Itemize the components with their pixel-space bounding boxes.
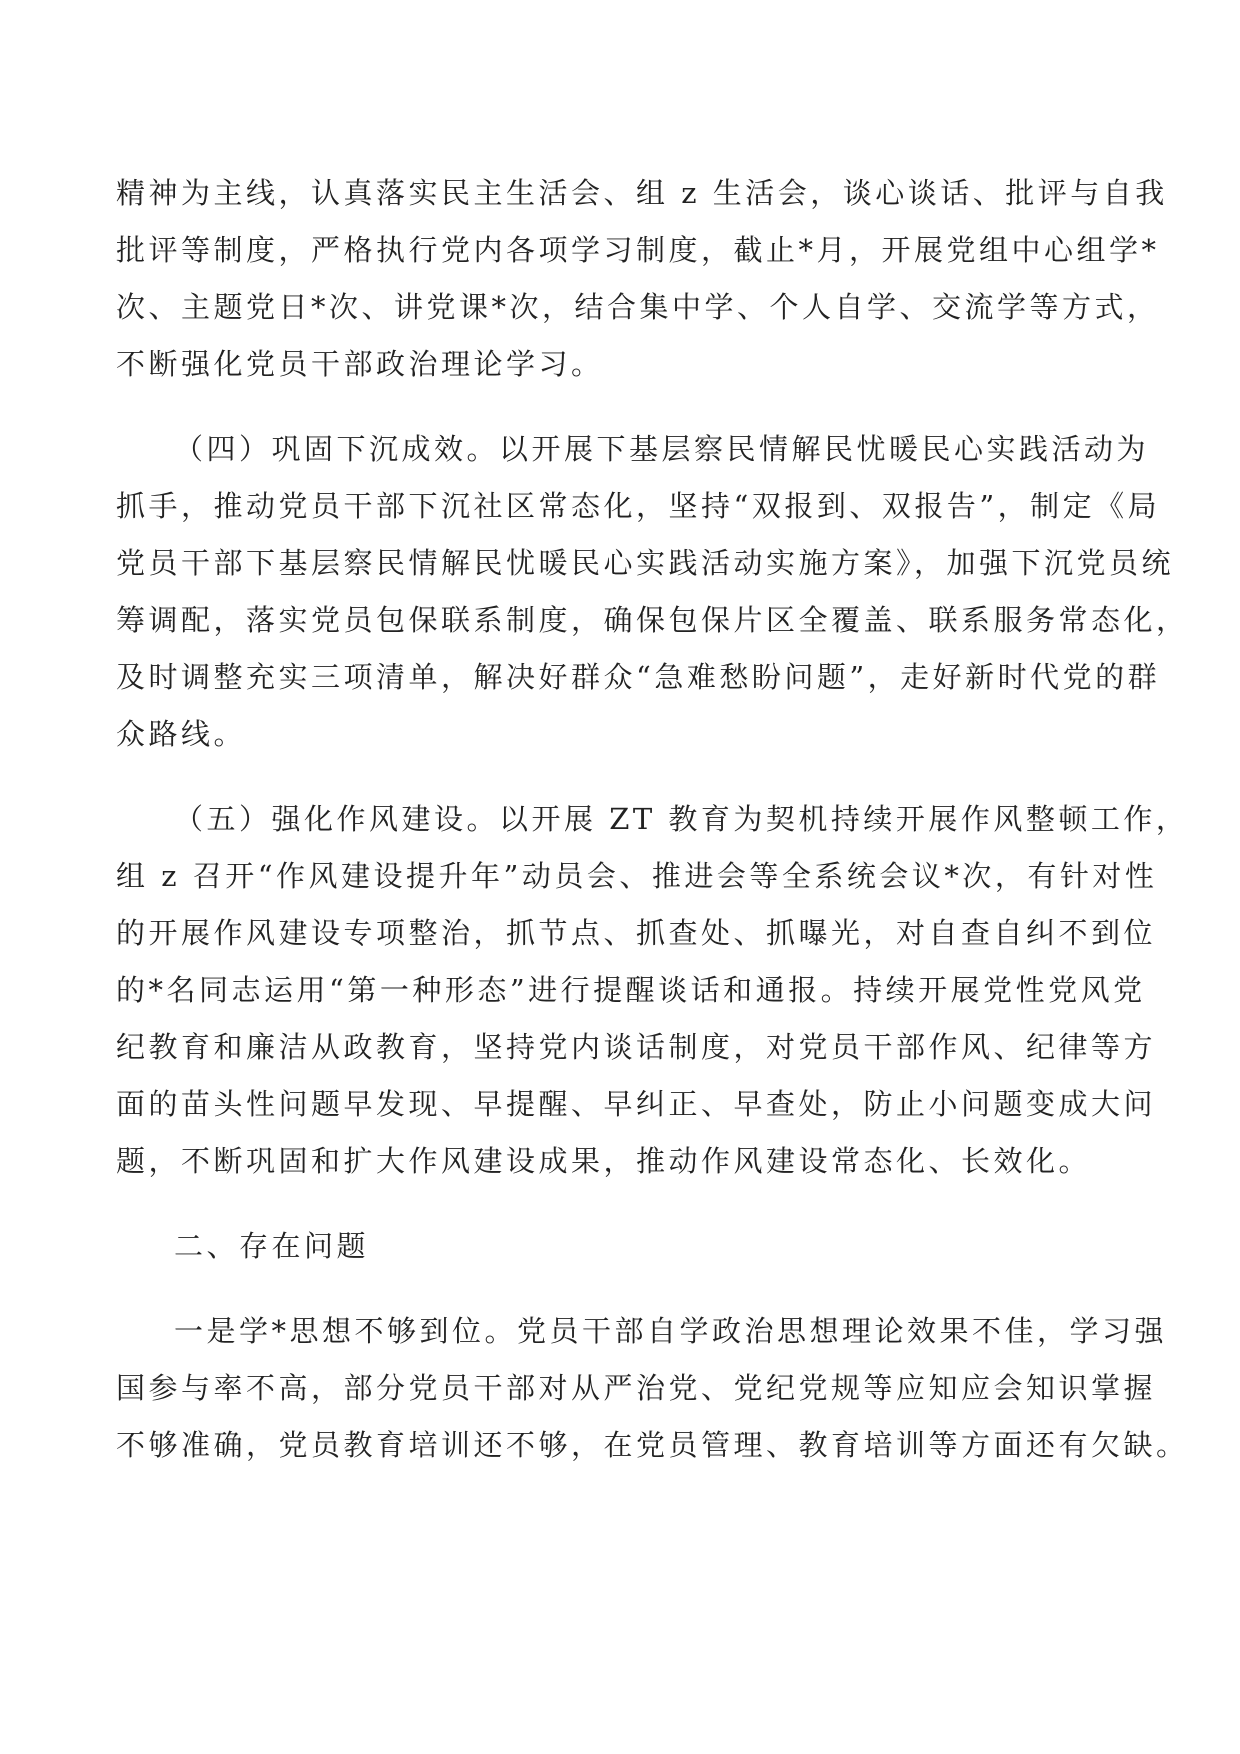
text-line: 纪教育和廉洁从政教育，坚持党内谈话制度，对党员干部作风、纪律等方 bbox=[116, 1030, 1157, 1064]
text-line: （四）巩固下沉成效。以开展下基层察民情解民忧暖民心实践活动为 bbox=[174, 432, 1150, 466]
text-line: 的开展作风建设专项整治，抓节点、抓查处、抓曝光，对自查自纠不到位 bbox=[116, 916, 1157, 950]
text-line: 国参与率不高，部分党员干部对从严治党、党纪党规等应知应会知识掌握 bbox=[116, 1371, 1157, 1405]
text-line: 抓手，推动党员干部下沉社区常态化，坚持“双报到、双报告”，制定《局 bbox=[116, 489, 1161, 523]
text-line: 题，不断巩固和扩大作风建设成果，推动作风建设常态化、长效化。 bbox=[116, 1144, 1092, 1178]
text-line: 众路线。 bbox=[116, 717, 247, 751]
paragraph-work-style bbox=[116, 791, 1189, 1190]
section-heading-problems bbox=[116, 1218, 1124, 1275]
text-line: （五）强化作风建设。以开展 ZT 教育为契机持续开展作风整顿工作， bbox=[174, 802, 1189, 836]
section-heading: 二、存在问题 bbox=[174, 1229, 370, 1263]
text-line: 批评等制度，严格执行党内各项学习制度，截止*月，开展党组中心组学* bbox=[116, 233, 1160, 267]
paragraph-spacer bbox=[116, 763, 1124, 791]
text-line: 不够准确，党员教育培训还不够，在党员管理、教育培训等方面还有欠缺。 bbox=[116, 1428, 1189, 1462]
paragraph-theory-study bbox=[116, 165, 1168, 393]
document-body bbox=[116, 165, 1189, 1474]
paragraph-spacer bbox=[116, 1275, 1124, 1303]
paragraph-consolidate-sinking bbox=[116, 421, 1189, 763]
text-line: 面的苗头性问题早发现、早提醒、早纠正、早查处，防止小问题变成大问 bbox=[116, 1087, 1157, 1121]
text-line: 不断强化党员干部政治理论学习。 bbox=[116, 347, 604, 381]
text-line: 党员干部下基层察民情解民忧暖民心实践活动实施方案》，加强下沉党员统 bbox=[116, 546, 1175, 580]
text-line: 筹调配，落实党员包保联系制度，确保包保片区全覆盖、联系服务常态化， bbox=[116, 603, 1189, 637]
paragraph-spacer bbox=[116, 393, 1124, 421]
paragraph-spacer bbox=[116, 1190, 1124, 1218]
text-line: 精神为主线，认真落实民主生活会、组 z 生活会，谈心谈话、批评与自我 bbox=[116, 176, 1168, 210]
paragraph-study-problem bbox=[116, 1303, 1189, 1474]
text-line: 及时调整充实三项清单，解决好群众“急难愁盼问题”，走好新时代党的群 bbox=[116, 660, 1161, 694]
text-line: 的*名同志运用“第一种形态”进行提醒谈话和通报。持续开展党性党风党 bbox=[116, 973, 1146, 1007]
text-line: 组 z 召开“作风建设提升年”动员会、推进会等全系统会议*次，有针对性 bbox=[116, 859, 1158, 893]
text-line: 次、主题党日*次、讲党课*次，结合集中学、个人自学、交流学等方式， bbox=[116, 290, 1160, 324]
text-line: 一是学*思想不够到位。党员干部自学政治思想理论效果不佳，学习强 bbox=[174, 1314, 1168, 1348]
